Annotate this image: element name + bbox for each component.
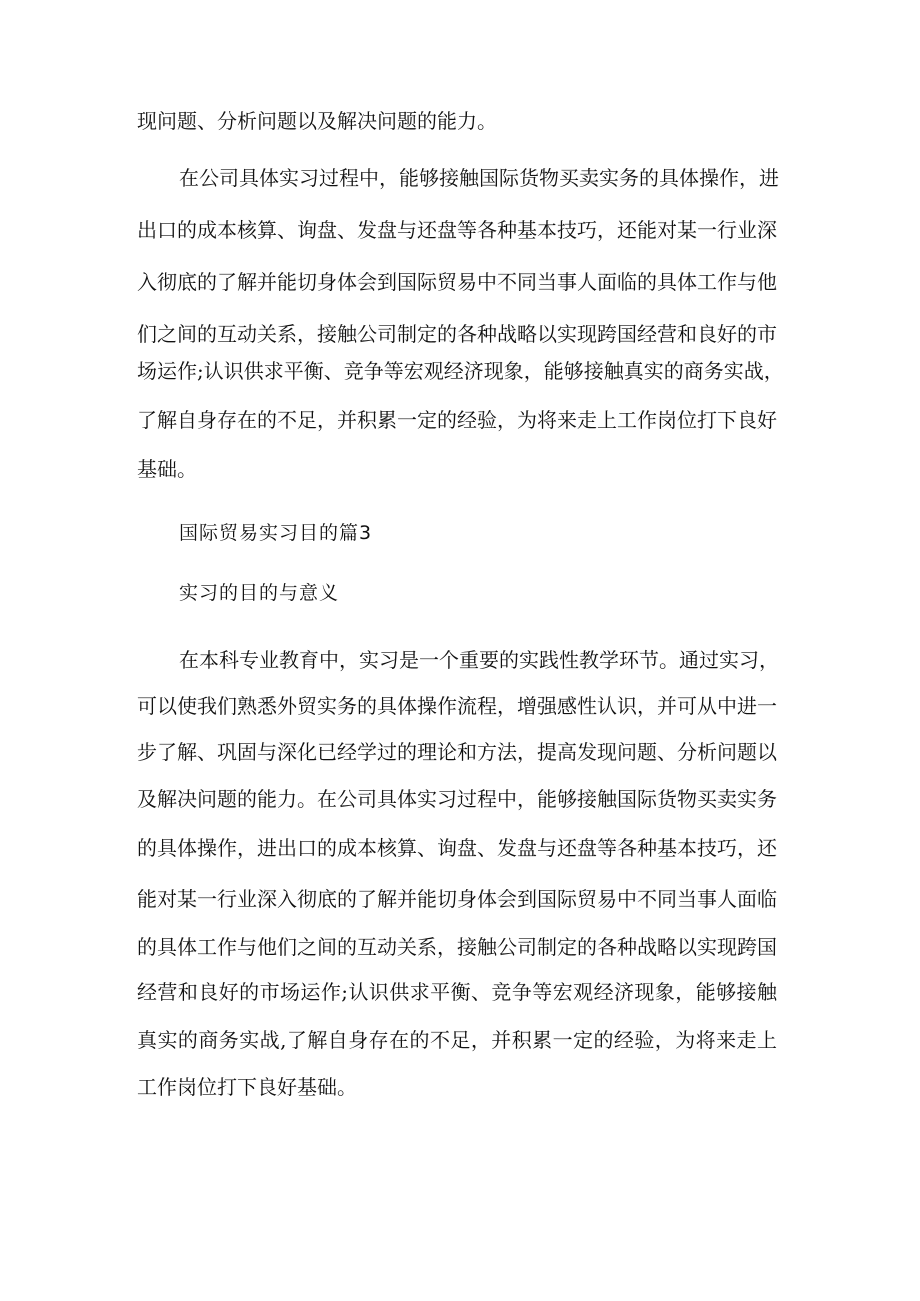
paragraph-line: 场运作;认识供求平衡、竞争等宏观经济现象，能够接触真实的商务实战， <box>137 359 784 383</box>
paragraph-line: 可以使我们熟悉外贸实务的具体操作流程，增强感性认识，并可从中进一 <box>137 694 777 718</box>
paragraph-line: 入彻底的了解并能切身体会到国际贸易中不同当事人面临的具体工作与他 <box>137 270 777 294</box>
subheading: 实习的目的与意义 <box>179 582 340 604</box>
paragraph-line: 在本科专业教育中，实习是一个重要的实践性教学环节。通过实习， <box>179 648 779 672</box>
paragraph-line: 及解决问题的能力。在公司具体实习过程中，能够接触国际货物买卖实务 <box>137 787 777 811</box>
paragraph-line: 真实的商务实战,了解自身存在的不足，并积累一定的经验，为将来走上 <box>137 1028 777 1052</box>
paragraph-line: 工作岗位打下良好基础。 <box>137 1075 357 1099</box>
paragraph-line: 在公司具体实习过程中，能够接触国际货物买卖实务的具体操作，进 <box>179 166 779 190</box>
paragraph-line: 的具体工作与他们之间的互动关系，接触公司制定的各种战略以实现跨国 <box>137 935 777 959</box>
paragraph-line: 基础。 <box>137 457 197 481</box>
paragraph-line: 能对某一行业深入彻底的了解并能切身体会到国际贸易中不同当事人面临 <box>137 887 777 911</box>
paragraph-line: 们之间的互动关系，接触公司制定的各种战略以实现跨国经营和良好的市 <box>137 322 777 346</box>
paragraph-line: 了解自身存在的不足，并积累一定的经验，为将来走上工作岗位打下良好 <box>137 408 777 432</box>
paragraph-line: 的具体操作，进出口的成本核算、询盘、发盘与还盘等各种基本技巧，还 <box>137 836 777 860</box>
paragraph-line: 出口的成本核算、询盘、发盘与还盘等各种基本技巧，还能对某一行业深 <box>137 218 777 242</box>
paragraph-line: 现问题、分析问题以及解决问题的能力。 <box>137 109 497 133</box>
paragraph-line: 经营和良好的市场运作;认识供求平衡、竞争等宏观经济现象，能够接触 <box>137 980 777 1004</box>
paragraph-line: 步了解、巩固与深化已经学过的理论和方法，提高发现问题、分析问题以 <box>137 740 777 764</box>
section-heading: 国际贸易实习目的篇3 <box>179 522 373 544</box>
